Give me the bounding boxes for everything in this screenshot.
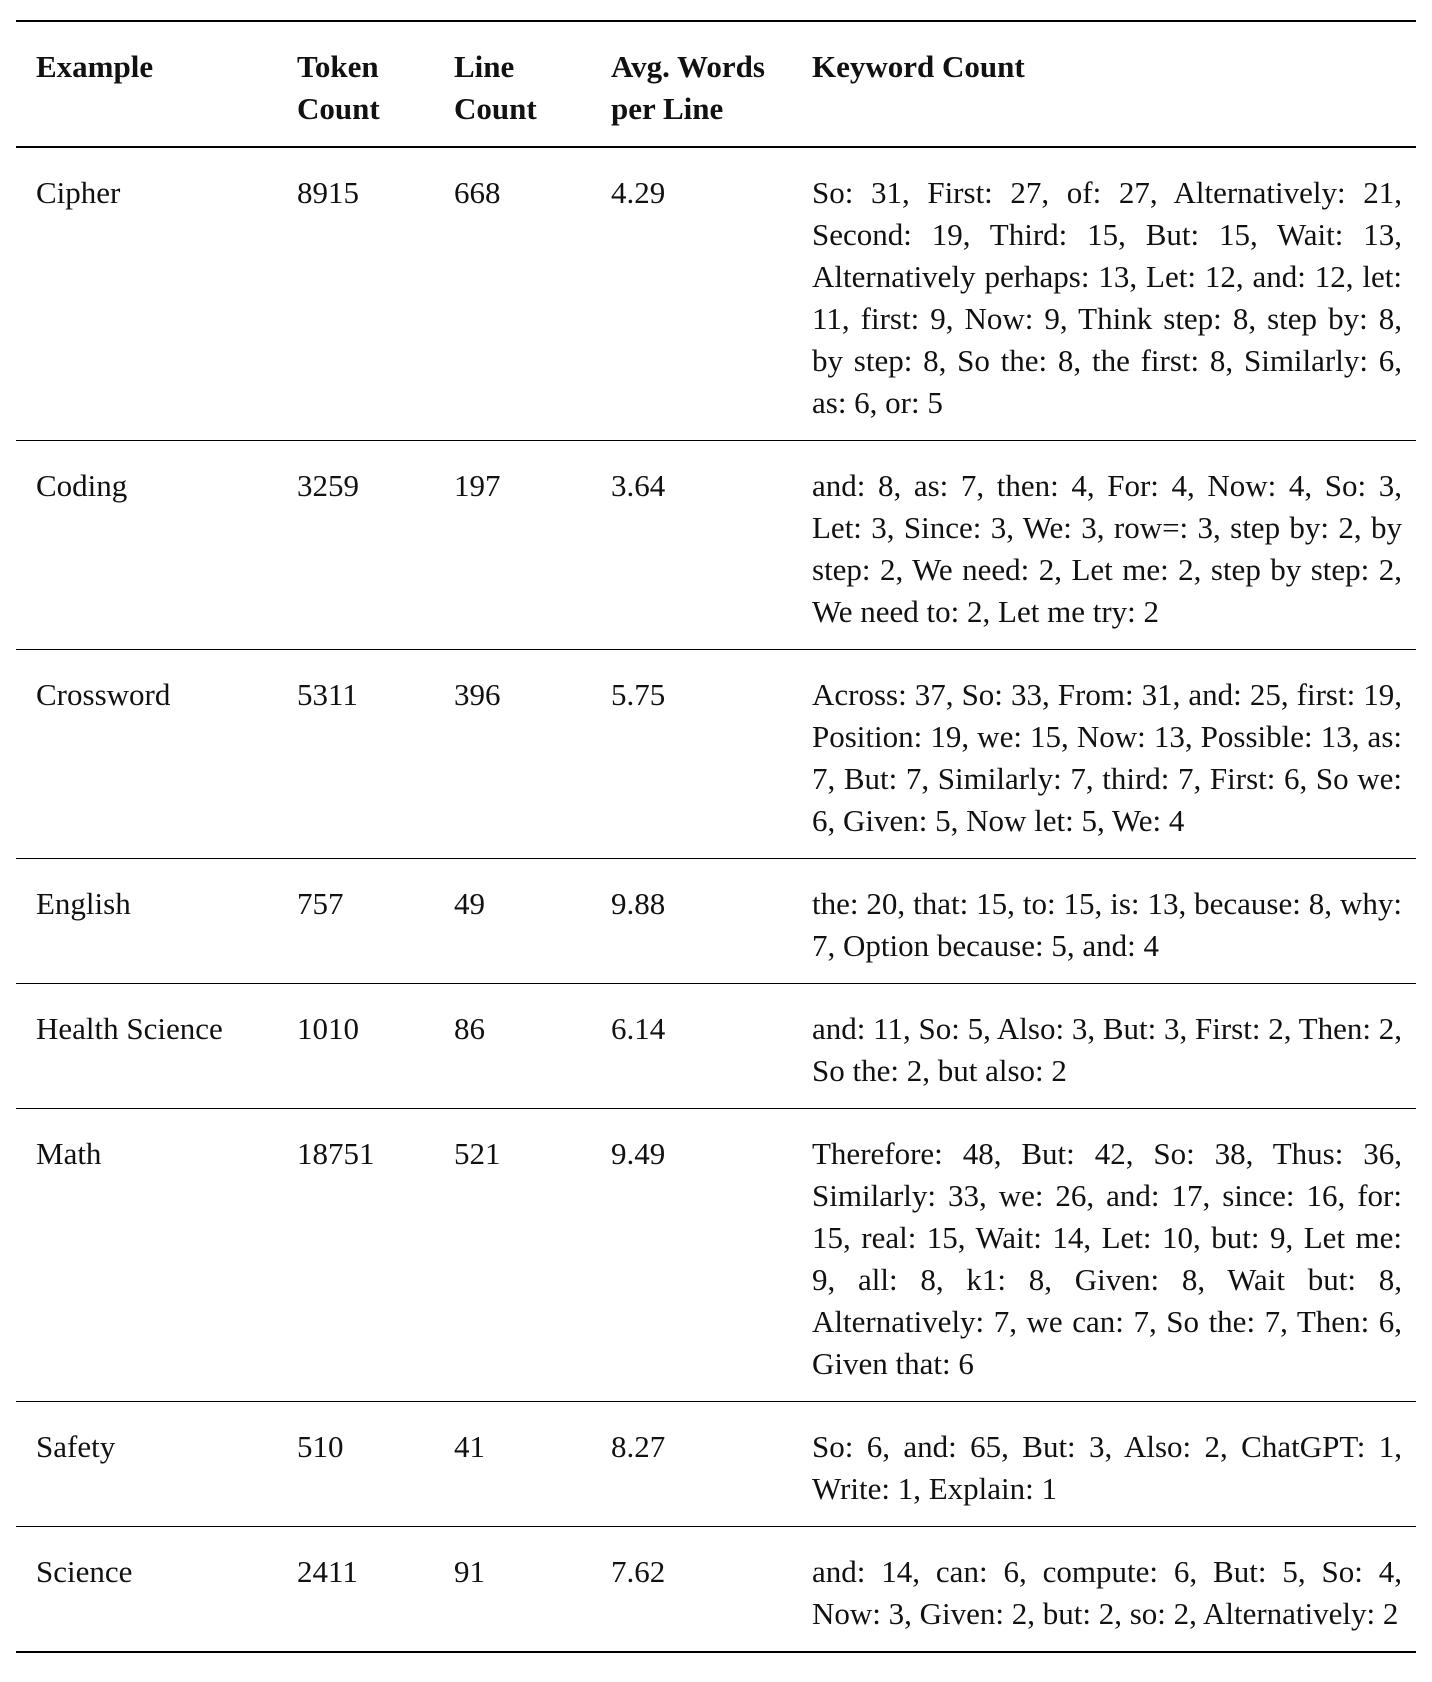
table-row: [16, 1109, 1416, 1402]
header-avg-label-1: Avg. Words: [611, 49, 765, 84]
cell-token-count: 510: [277, 1402, 434, 1527]
table-header-row: [16, 21, 1416, 147]
table-row: [16, 984, 1416, 1109]
cell-example: Math: [16, 1109, 277, 1402]
cell-example: Science: [36, 1554, 133, 1589]
header-token-label-1: Token: [297, 49, 379, 84]
header-keyword-count: [792, 21, 1416, 147]
header-example: [16, 21, 277, 147]
cell-token-count: 1010: [277, 984, 434, 1109]
cell-line-count: 396: [434, 650, 591, 859]
cell-avg-words: 6.14: [591, 984, 792, 1109]
cell-avg-words: 8.27: [591, 1402, 792, 1527]
table-row: [16, 859, 1416, 984]
cell-token-count: 3259: [277, 441, 434, 650]
header-keyword-label: Keyword Count: [812, 49, 1025, 84]
cell-line-count: 197: [434, 441, 591, 650]
table-row: [16, 1402, 1416, 1527]
header-line-label-1: Line: [454, 49, 515, 84]
header-example-label: Example: [36, 49, 154, 84]
cell-avg-words: 7.62: [611, 1554, 666, 1589]
cell-example: Coding: [16, 441, 277, 650]
table-row: [16, 147, 1416, 441]
header-token-label-2: Count: [297, 91, 380, 126]
cell-token-count: 5311: [277, 650, 434, 859]
cell-keywords: So: 31, First: 27, of: 27, Alternatively: 21, Second: 19, Third: 15, But: 15, Wait: 13, Alternatively perhaps: 13, Let: 12, and: 12, let: 11, first: 9, Now: 9, Think step: 8, step by: 8, by step: 8, So the: 8, the first: 8, Similarly: 6, as: 6, or: 5: [792, 147, 1416, 441]
cell-avg-words: 9.88: [591, 859, 792, 984]
cell-line-count: 49: [434, 859, 591, 984]
cell-line-count: 41: [434, 1402, 591, 1527]
cell-keywords: and: 11, So: 5, Also: 3, But: 3, First: 2, Then: 2, So the: 2, but also: 2: [792, 984, 1416, 1109]
table-row: [16, 1527, 1416, 1653]
cell-keywords: the: 20, that: 15, to: 15, is: 13, because: 8, why: 7, Option because: 5, and: 4: [792, 859, 1416, 984]
cell-example: Health Science: [16, 984, 277, 1109]
cell-example: English: [16, 859, 277, 984]
header-token-count: [277, 21, 434, 147]
cell-line-count: 521: [434, 1109, 591, 1402]
cell-avg-words: 9.49: [591, 1109, 792, 1402]
cell-line-count: 86: [434, 984, 591, 1109]
cell-token-count: 18751: [277, 1109, 434, 1402]
cell-token-count: 757: [277, 859, 434, 984]
keyword-statistics-table: [16, 20, 1416, 1653]
cell-token-count: 2411: [297, 1554, 358, 1589]
cell-example: Cipher: [16, 147, 277, 441]
cell-avg-words: 5.75: [591, 650, 792, 859]
cell-keywords: and: 14, can: 6, compute: 6, But: 5, So: 4, Now: 3, Given: 2, but: 2, so: 2, Alternatively: 2: [812, 1554, 1402, 1631]
header-avg-label-2: per Line: [611, 91, 724, 126]
cell-avg-words: 3.64: [591, 441, 792, 650]
cell-avg-words: 4.29: [591, 147, 792, 441]
cell-keywords: and: 8, as: 7, then: 4, For: 4, Now: 4, So: 3, Let: 3, Since: 3, We: 3, row=: 3, step by: 2, by step: 2, We need: 2, Let me: 2, step by step: 2, We need to: 2, Let me try: 2: [792, 441, 1416, 650]
cell-keywords: Therefore: 48, But: 42, So: 38, Thus: 36, Similarly: 33, we: 26, and: 17, since: 16, for: 15, real: 15, Wait: 14, Let: 10, but: 9, Let me: 9, all: 8, k1: 8, Given: 8, Wait but: 8, Alternatively: 7, we can: 7, So the: 7, Then: 6, Given that: 6: [792, 1109, 1416, 1402]
cell-keywords: Across: 37, So: 33, From: 31, and: 25, first: 19, Position: 19, we: 15, Now: 13, Possible: 13, as: 7, But: 7, Similarly: 7, third: 7, First: 6, So we: 6, Given: 5, Now let: 5, We: 4: [792, 650, 1416, 859]
cell-token-count: 8915: [277, 147, 434, 441]
header-line-count: [434, 21, 591, 147]
table-row: [16, 441, 1416, 650]
table-row: [16, 650, 1416, 859]
header-avg-words: [591, 21, 792, 147]
cell-line-count: 668: [434, 147, 591, 441]
cell-example: Safety: [16, 1402, 277, 1527]
cell-line-count: 91: [454, 1554, 485, 1589]
cell-keywords: So: 6, and: 65, But: 3, Also: 2, ChatGPT: 1, Write: 1, Explain: 1: [792, 1402, 1416, 1527]
keyword-statistics-table-container: [16, 20, 1416, 1653]
header-line-label-2: Count: [454, 91, 537, 126]
cell-example: Crossword: [16, 650, 277, 859]
